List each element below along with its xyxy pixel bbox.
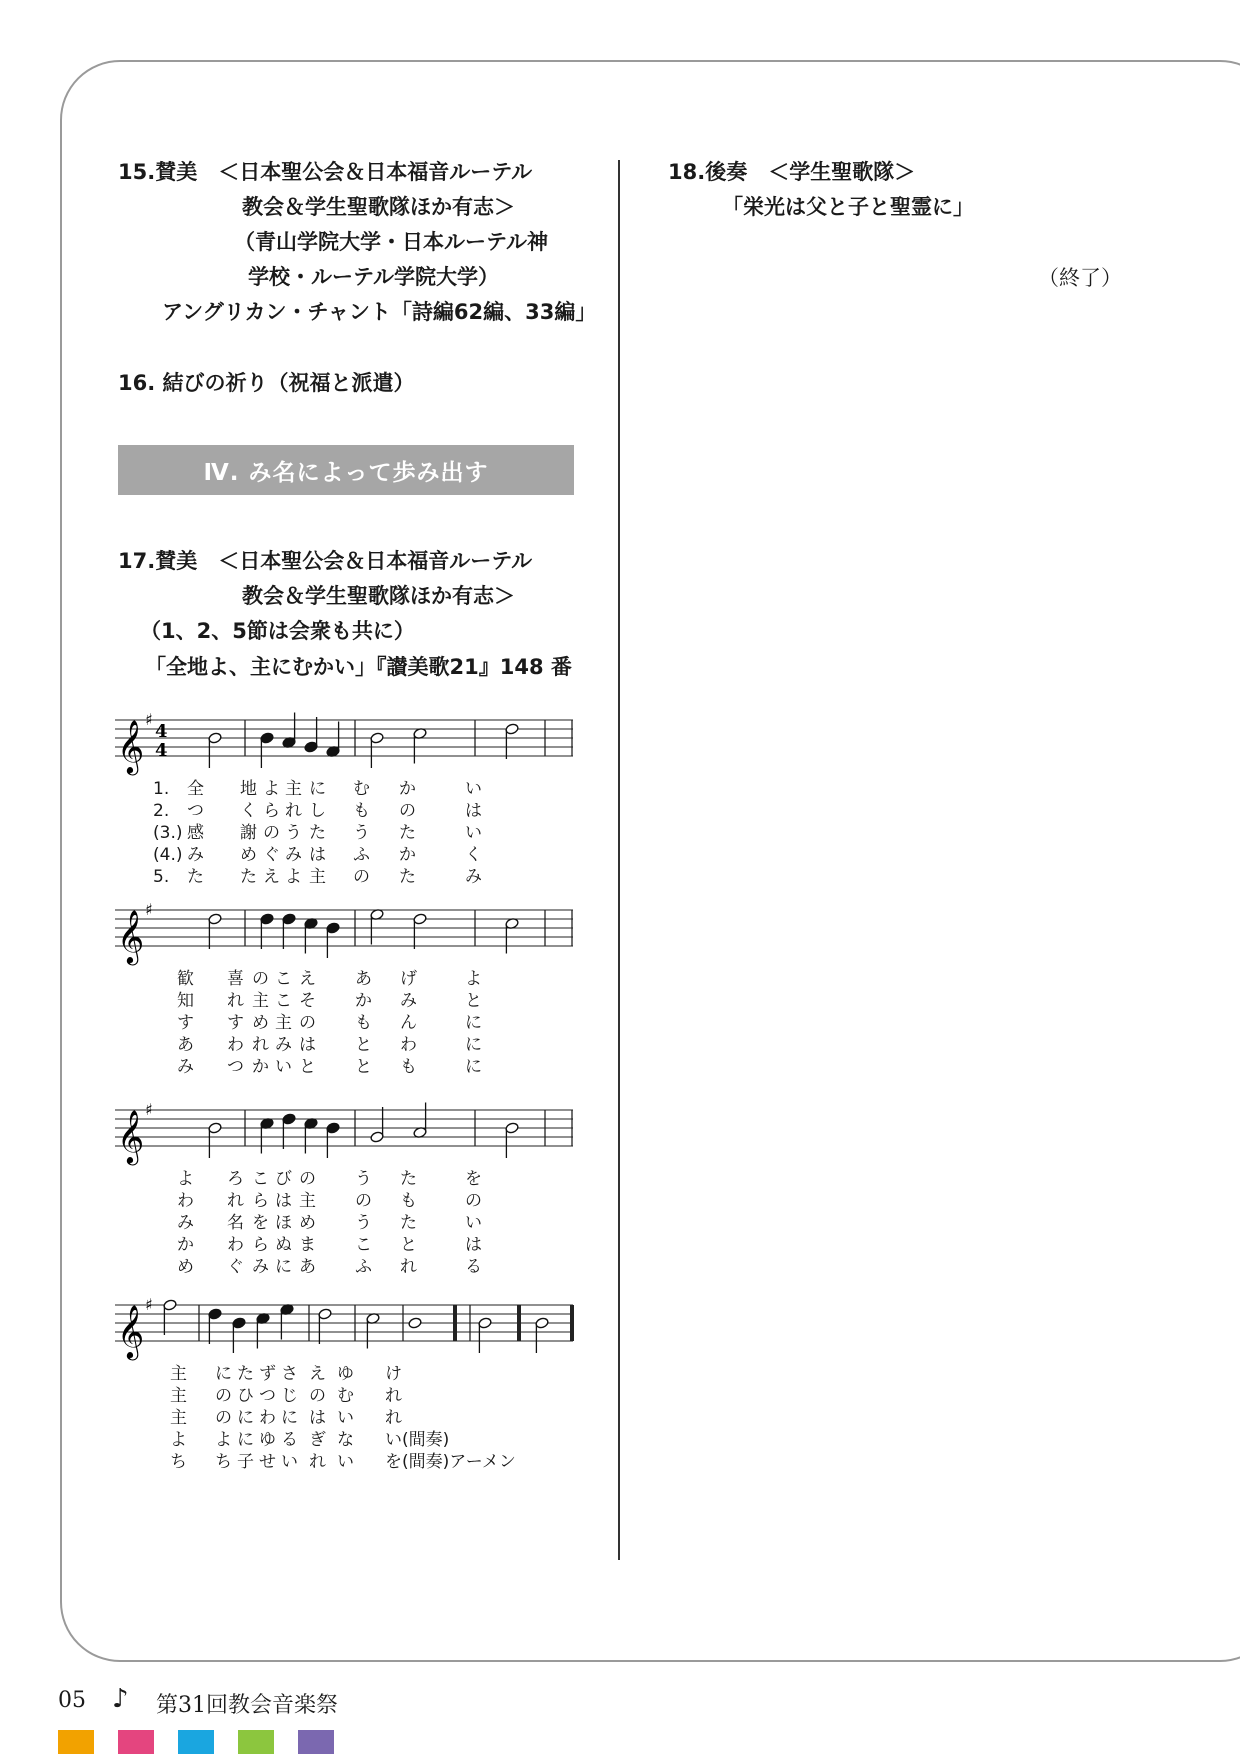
lyric-syllable: よ [285, 867, 302, 887]
lyric-syllable: た [399, 823, 416, 843]
lyrics-verse-1 [115, 1168, 575, 1190]
lyric-syllable: ら [252, 1235, 269, 1255]
lyrics-block [115, 968, 575, 1078]
lyric-syllable: ゆ [337, 1364, 354, 1384]
item15-line3: （青山学院大学・日本ルーテル神 [234, 230, 548, 254]
lyrics-block [115, 1168, 575, 1278]
treble-clef-icon: 𝄞 [117, 1304, 145, 1358]
lyric-syllable: 感 [187, 823, 204, 843]
event-title: 第31回教会音楽祭 [156, 1693, 338, 1718]
key-sharp-icon: ♯ [145, 710, 153, 729]
lyric-syllable: と [355, 1035, 372, 1055]
lyric-syllable: は [465, 1235, 482, 1255]
lyric-syllable: と [465, 991, 482, 1011]
page-number: 05 [58, 1688, 86, 1713]
color-swatch-1 [58, 1730, 94, 1754]
item18-line2: 「栄光は父と子と聖霊に」 [722, 195, 974, 219]
lyric-syllable: の [215, 1386, 232, 1406]
section-heading-text: Ⅳ. み名によって歩み出す [203, 459, 489, 486]
lyric-syllable: う [355, 1169, 372, 1189]
lyric-syllable: は [299, 1035, 316, 1055]
note-head [408, 1317, 422, 1329]
lyric-syllable: 地 [240, 779, 257, 799]
lyric-syllable: 5. [153, 867, 170, 887]
lyric-syllable: い(間奏) [385, 1430, 450, 1450]
lyric-syllable: よ [170, 1430, 187, 1450]
lyrics-block [115, 778, 575, 888]
lyric-syllable: は [309, 845, 326, 865]
lyric-syllable: に [275, 1257, 292, 1277]
lyric-syllable: 名 [227, 1213, 244, 1233]
lyric-syllable: れ [285, 801, 302, 821]
lyric-syllable: え [299, 969, 316, 989]
treble-clef-icon: 𝄞 [117, 719, 145, 773]
lyric-syllable: こ [252, 1169, 269, 1189]
lyric-syllable: い [465, 779, 482, 799]
lyric-syllable: い [275, 1057, 292, 1077]
lyrics-verse-5 [115, 1056, 575, 1078]
item18-line1: 18.後奏 ＜学生聖歌隊＞ [668, 160, 916, 184]
lyric-syllable: ほ [275, 1213, 292, 1233]
lyric-syllable: 全 [187, 779, 204, 799]
lyric-syllable: に [215, 1364, 232, 1384]
lyric-syllable: れ [385, 1386, 402, 1406]
staff [115, 1285, 575, 1365]
lyric-syllable: け [385, 1364, 402, 1384]
lyrics-verse-3 [115, 1012, 575, 1034]
lyric-syllable: 子 [237, 1452, 254, 1472]
lyric-syllable: い [337, 1452, 354, 1472]
lyric-syllable: れ [385, 1408, 402, 1428]
lyric-syllable: つ [187, 801, 204, 821]
color-swatch-5 [298, 1730, 334, 1754]
column-divider [618, 160, 620, 1560]
lyric-syllable: ぐ [227, 1257, 244, 1277]
lyric-syllable: の [263, 823, 280, 843]
lyric-syllable: ぬ [275, 1235, 292, 1255]
lyric-syllable: い [281, 1452, 298, 1472]
lyrics-verse-3 [115, 1212, 575, 1234]
key-sharp-icon: ♯ [145, 1295, 153, 1314]
lyric-syllable: ゆ [259, 1430, 276, 1450]
lyric-syllable: を [465, 1169, 482, 1189]
lyric-syllable: か [177, 1235, 194, 1255]
lyric-syllable: れ [400, 1257, 417, 1277]
lyrics-verse-5 [115, 1451, 575, 1473]
lyric-syllable: す [177, 1013, 194, 1033]
lyrics-verse-5 [115, 1256, 575, 1278]
lyric-syllable: い [465, 1213, 482, 1233]
lyric-syllable: 主 [170, 1386, 187, 1406]
lyric-syllable: を [252, 1213, 269, 1233]
lyric-syllable: と [400, 1235, 417, 1255]
lyric-syllable: つ [227, 1057, 244, 1077]
lyric-syllable: に [237, 1408, 254, 1428]
lyric-syllable: に [465, 1057, 482, 1077]
lyric-syllable: わ [177, 1191, 194, 1211]
lyric-syllable: (4.) [153, 845, 183, 865]
lyric-syllable: め [299, 1213, 316, 1233]
lyric-syllable: 主 [299, 1191, 316, 1211]
lyric-syllable: た [400, 1213, 417, 1233]
lyric-syllable: み [285, 845, 302, 865]
lyric-syllable: 主 [275, 1013, 292, 1033]
lyric-syllable: れ [309, 1452, 326, 1472]
lyric-syllable: た [400, 1169, 417, 1189]
lyric-syllable: る [465, 1257, 482, 1277]
lyric-syllable: こ [275, 969, 292, 989]
item15-line1: 15.賛美 ＜日本聖公会＆日本福音ルーテル [118, 160, 533, 184]
lyrics-verse-5 [115, 866, 575, 888]
section-heading-bar [118, 445, 574, 495]
lyric-syllable: い [465, 823, 482, 843]
end-mark: （終了） [1038, 266, 1122, 290]
lyric-syllable: さ [281, 1364, 298, 1384]
lyric-syllable: わ [227, 1035, 244, 1055]
lyric-syllable: ら [252, 1191, 269, 1211]
lyric-syllable: 主 [252, 991, 269, 1011]
lyrics-verse-1 [115, 968, 575, 990]
lyric-syllable: も [355, 1013, 372, 1033]
lyric-syllable: れ [227, 1191, 244, 1211]
lyric-syllable: わ [259, 1408, 276, 1428]
lyric-syllable: め [240, 845, 257, 865]
lyric-syllable: な [337, 1430, 354, 1450]
lyric-syllable: は [309, 1408, 326, 1428]
lyric-syllable: よ [263, 779, 280, 799]
lyric-syllable: み [177, 1057, 194, 1077]
staff [115, 1090, 575, 1170]
treble-clef-icon: 𝄞 [117, 909, 145, 963]
music-note-icon: ♪ [112, 1684, 129, 1714]
lyric-syllable: 歓 [177, 969, 194, 989]
hymn-score-system-2 [115, 890, 575, 1080]
lyric-syllable: め [252, 1013, 269, 1033]
lyric-syllable: わ [227, 1235, 244, 1255]
lyric-syllable: く [465, 845, 482, 865]
lyric-syllable: は [465, 801, 482, 821]
lyric-syllable: せ [259, 1452, 276, 1472]
lyric-syllable: げ [400, 969, 417, 989]
lyric-syllable: の [299, 1013, 316, 1033]
lyric-syllable: う [285, 823, 302, 843]
lyric-syllable: び [275, 1169, 292, 1189]
lyric-syllable: か [355, 991, 372, 1011]
lyrics-verse-4 [115, 1429, 575, 1451]
lyric-syllable: ま [299, 1235, 316, 1255]
lyric-syllable: に [465, 1035, 482, 1055]
lyric-syllable: ち [215, 1452, 232, 1472]
lyric-syllable: ふ [355, 1257, 372, 1277]
lyric-syllable: ず [259, 1364, 276, 1384]
lyric-syllable: 主 [285, 779, 302, 799]
lyric-syllable: (3.) [153, 823, 183, 843]
color-swatch-3 [178, 1730, 214, 1754]
lyric-syllable: た [237, 1364, 254, 1384]
lyric-syllable: あ [177, 1035, 194, 1055]
lyrics-verse-4 [115, 1234, 575, 1256]
color-swatch-2 [118, 1730, 154, 1754]
lyric-syllable: の [309, 1386, 326, 1406]
hymn-score-system-4 [115, 1285, 575, 1475]
item17-line3: （1、2、5節は会衆も共に） [140, 619, 415, 643]
lyric-syllable: た [399, 867, 416, 887]
lyric-syllable: か [252, 1057, 269, 1077]
lyric-syllable: 主 [170, 1364, 187, 1384]
lyric-syllable: と [299, 1057, 316, 1077]
item17-line1: 17.賛美 ＜日本聖公会＆日本福音ルーテル [118, 549, 533, 573]
item16-title: 16. 結びの祈り（祝福と派遣） [118, 371, 415, 395]
lyric-syllable: ふ [353, 845, 370, 865]
lyric-syllable: み [187, 845, 204, 865]
lyric-syllable: の [215, 1408, 232, 1428]
lyrics-verse-4 [115, 844, 575, 866]
lyric-syllable: の [399, 801, 416, 821]
lyric-syllable: れ [227, 991, 244, 1011]
lyric-syllable: あ [355, 969, 372, 989]
lyric-syllable: れ [252, 1035, 269, 1055]
lyric-syllable: も [400, 1057, 417, 1077]
lyric-syllable: み [465, 867, 482, 887]
lyric-syllable: す [227, 1013, 244, 1033]
lyric-syllable: に [309, 779, 326, 799]
lyric-syllable: ら [263, 801, 280, 821]
lyric-syllable: く [240, 801, 257, 821]
lyric-syllable: も [353, 801, 370, 821]
lyric-syllable: の [299, 1169, 316, 1189]
lyric-syllable: か [399, 845, 416, 865]
lyrics-verse-2 [115, 990, 575, 1012]
lyric-syllable: ろ [227, 1169, 244, 1189]
lyrics-verse-1 [115, 1363, 575, 1385]
lyrics-verse-2 [115, 1385, 575, 1407]
time-signature-top: 4 [155, 721, 168, 742]
lyric-syllable: あ [299, 1257, 316, 1277]
lyric-syllable: 喜 [227, 969, 244, 989]
staff [115, 700, 575, 780]
lyric-syllable: る [281, 1430, 298, 1450]
key-sharp-icon: ♯ [145, 1100, 153, 1119]
lyric-syllable: 2. [153, 801, 170, 821]
lyrics-verse-4 [115, 1034, 575, 1056]
lyric-syllable: え [263, 867, 280, 887]
lyrics-verse-1 [115, 778, 575, 800]
lyric-syllable: も [400, 1191, 417, 1211]
lyric-syllable: 主 [170, 1408, 187, 1428]
lyric-syllable: に [465, 1013, 482, 1033]
item17-line2: 教会＆学生聖歌隊ほか有志＞ [242, 584, 515, 608]
lyrics-verse-2 [115, 1190, 575, 1212]
lyric-syllable: を(間奏)アーメン [385, 1452, 516, 1472]
lyric-syllable: ち [170, 1452, 187, 1472]
item15-line5: アングリカン・チャント「詩編62編、33編」 [162, 300, 597, 324]
hymn-score-system-3 [115, 1090, 575, 1280]
lyric-syllable: む [353, 779, 370, 799]
lyric-syllable: た [187, 867, 204, 887]
lyric-syllable: の [252, 969, 269, 989]
lyric-syllable: の [353, 867, 370, 887]
item15-line4: 学校・ルーテル学院大学） [248, 265, 499, 289]
lyric-syllable: し [309, 801, 326, 821]
lyric-syllable: 主 [309, 867, 326, 887]
lyric-syllable: よ [215, 1430, 232, 1450]
lyrics-block [115, 1363, 575, 1473]
lyric-syllable: よ [465, 969, 482, 989]
lyric-syllable: た [309, 823, 326, 843]
lyric-syllable: む [337, 1386, 354, 1406]
item15-line2: 教会＆学生聖歌隊ほか有志＞ [242, 195, 515, 219]
lyric-syllable: は [275, 1191, 292, 1211]
lyric-syllable: 知 [177, 991, 194, 1011]
lyric-syllable: わ [400, 1035, 417, 1055]
lyric-syllable: の [355, 1191, 372, 1211]
lyric-syllable: に [237, 1430, 254, 1450]
color-swatches [58, 1730, 334, 1754]
lyric-syllable: こ [355, 1235, 372, 1255]
lyric-syllable: う [355, 1213, 372, 1233]
lyrics-verse-3 [115, 1407, 575, 1429]
key-sharp-icon: ♯ [145, 900, 153, 919]
lyric-syllable: よ [177, 1169, 194, 1189]
lyric-syllable: 謝 [240, 823, 257, 843]
lyric-syllable: ひ [237, 1386, 254, 1406]
lyric-syllable: こ [275, 991, 292, 1011]
lyrics-verse-3 [115, 822, 575, 844]
lyric-syllable: と [355, 1057, 372, 1077]
lyrics-verse-2 [115, 800, 575, 822]
lyric-syllable: み [177, 1213, 194, 1233]
lyric-syllable: み [400, 991, 417, 1011]
lyric-syllable: ん [400, 1013, 417, 1033]
lyric-syllable: に [281, 1408, 298, 1428]
hymn-score-system-1 [115, 700, 575, 890]
staff [115, 890, 575, 970]
lyric-syllable: ぎ [309, 1430, 326, 1450]
lyric-syllable: た [240, 867, 257, 887]
lyric-syllable: 1. [153, 779, 170, 799]
lyric-syllable: そ [299, 991, 316, 1011]
item17-line4: 「全地よ、主にむかい」『讃美歌21』148 番 [145, 655, 572, 679]
time-signature-bottom: 4 [155, 740, 168, 761]
lyric-syllable: じ [281, 1386, 298, 1406]
lyric-syllable: の [465, 1191, 482, 1211]
lyric-syllable: つ [259, 1386, 276, 1406]
lyric-syllable: め [177, 1257, 194, 1277]
lyric-syllable: い [337, 1408, 354, 1428]
lyric-syllable: ぐ [263, 845, 280, 865]
lyric-syllable: み [252, 1257, 269, 1277]
lyric-syllable: う [353, 823, 370, 843]
color-swatch-4 [238, 1730, 274, 1754]
lyric-syllable: え [309, 1364, 326, 1384]
treble-clef-icon: 𝄞 [117, 1109, 145, 1163]
lyric-syllable: か [399, 779, 416, 799]
lyric-syllable: み [275, 1035, 292, 1055]
